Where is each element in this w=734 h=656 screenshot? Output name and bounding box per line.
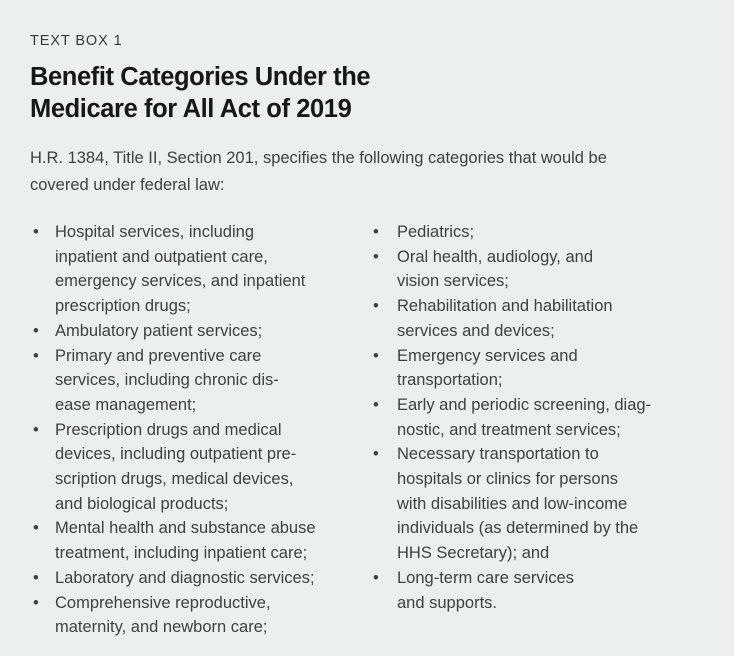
benefit-list-right — [372, 220, 704, 640]
bullet-dot-icon: • — [33, 223, 39, 241]
intro-line-2: covered under federal law: — [30, 176, 225, 194]
bullet-dot-icon: • — [373, 346, 379, 365]
list-item-line: Pediatrics; — [397, 223, 475, 241]
bullet-dot-icon: • — [33, 346, 39, 365]
list-item-text — [55, 566, 315, 591]
list-item-text — [397, 220, 474, 245]
list-item — [372, 393, 704, 442]
list-item — [30, 319, 372, 344]
intro-line-1: H.R. 1384, Title II, Section 201, specifies the following categories that would be — [30, 149, 607, 167]
list-item-text — [397, 566, 574, 615]
list-item-line: individuals (as determined by the — [397, 519, 639, 538]
list-item-line: inpatient and outpatient care, — [55, 247, 268, 266]
list-item-line: Hospital services, including — [55, 223, 255, 241]
list-item-line: ease management; — [55, 395, 197, 414]
textbox-kicker: TEXT BOX 1 — [30, 33, 123, 49]
list-item — [30, 344, 372, 418]
list-item-text — [397, 245, 593, 294]
list-item-line: prescription drugs; — [55, 297, 191, 316]
page-title — [30, 62, 704, 125]
list-item-text — [55, 319, 262, 344]
list-item-line: hospitals or clinics for persons — [397, 470, 619, 489]
list-item-line: Rehabilitation and habilitation — [397, 297, 613, 316]
list-item-line: Prescription drugs and medical — [55, 420, 282, 439]
bullet-dot-icon: • — [373, 223, 379, 241]
list-item-text — [55, 418, 296, 517]
bullet-dot-icon: • — [33, 420, 39, 439]
list-item — [372, 294, 704, 343]
list-item-text — [55, 344, 279, 418]
list-item-line: nostic, and treatment services; — [397, 420, 621, 439]
title-line-1: Benefit Categories Under the — [30, 63, 371, 91]
list-item-line: Mental health and substance abuse — [55, 519, 316, 538]
intro-paragraph — [30, 145, 704, 199]
bullet-dot-icon: • — [373, 568, 379, 587]
list-item — [372, 220, 704, 245]
list-item-line: with disabilities and low-income — [397, 494, 628, 513]
list-item — [30, 220, 372, 319]
bullet-dot-icon: • — [33, 593, 39, 612]
list-item — [372, 442, 704, 566]
title-line-2: Medicare for All Act of 2019 — [30, 94, 352, 123]
list-item-line: HHS Secretary); and — [397, 544, 550, 563]
list-item-line: treatment, including inpatient care; — [55, 544, 308, 563]
list-item — [372, 245, 704, 294]
benefit-list-left — [30, 220, 372, 640]
list-item-text — [397, 442, 638, 566]
list-item-line: Early and periodic screening, diag- — [397, 395, 652, 414]
bullet-dot-icon: • — [373, 297, 379, 316]
list-item-line: Emergency services and — [397, 346, 578, 365]
list-item-line: vision services; — [397, 272, 509, 291]
list-item-line: emergency services, and inpatient — [55, 272, 306, 291]
list-item-line: Primary and preventive care — [55, 346, 262, 365]
bullet-dot-icon: • — [373, 445, 379, 464]
list-item-line: services and devices; — [397, 321, 555, 340]
list-item-line: and biological products; — [55, 494, 229, 513]
bullet-dot-icon: • — [33, 568, 39, 587]
list-item — [372, 344, 704, 393]
list-item-line: transportation; — [397, 371, 503, 390]
list-item-text — [55, 591, 271, 640]
list-item — [30, 591, 372, 640]
list-item — [372, 566, 704, 615]
bullet-dot-icon: • — [373, 247, 379, 266]
list-item-line: maternity, and newborn care; — [55, 618, 268, 637]
bullet-dot-icon: • — [33, 321, 39, 340]
list-item-line: Necessary transportation to — [397, 445, 599, 464]
list-item-line: Oral health, audiology, and — [397, 247, 593, 266]
bullet-dot-icon: • — [33, 519, 39, 538]
list-item — [30, 516, 372, 565]
list-item-text — [55, 516, 316, 565]
list-item-line: Laboratory and diagnostic services; — [55, 568, 315, 587]
list-item-text — [397, 344, 578, 393]
list-item-text — [397, 393, 651, 442]
list-item-line: and supports. — [397, 593, 497, 612]
list-item-line: devices, including outpatient pre- — [55, 445, 297, 464]
list-item — [30, 418, 372, 517]
list-item-line: scription drugs, medical devices, — [55, 470, 294, 489]
list-item-line: Comprehensive reproductive, — [55, 593, 271, 612]
list-item-line: Ambulatory patient services; — [55, 321, 263, 340]
list-item-line: services, including chronic dis- — [55, 371, 279, 390]
benefit-columns — [30, 220, 704, 640]
list-item — [30, 566, 372, 591]
list-item-text — [397, 294, 613, 343]
bullet-dot-icon: • — [373, 395, 379, 414]
list-item-line: Long-term care services — [397, 568, 574, 587]
list-item-text — [55, 220, 305, 319]
